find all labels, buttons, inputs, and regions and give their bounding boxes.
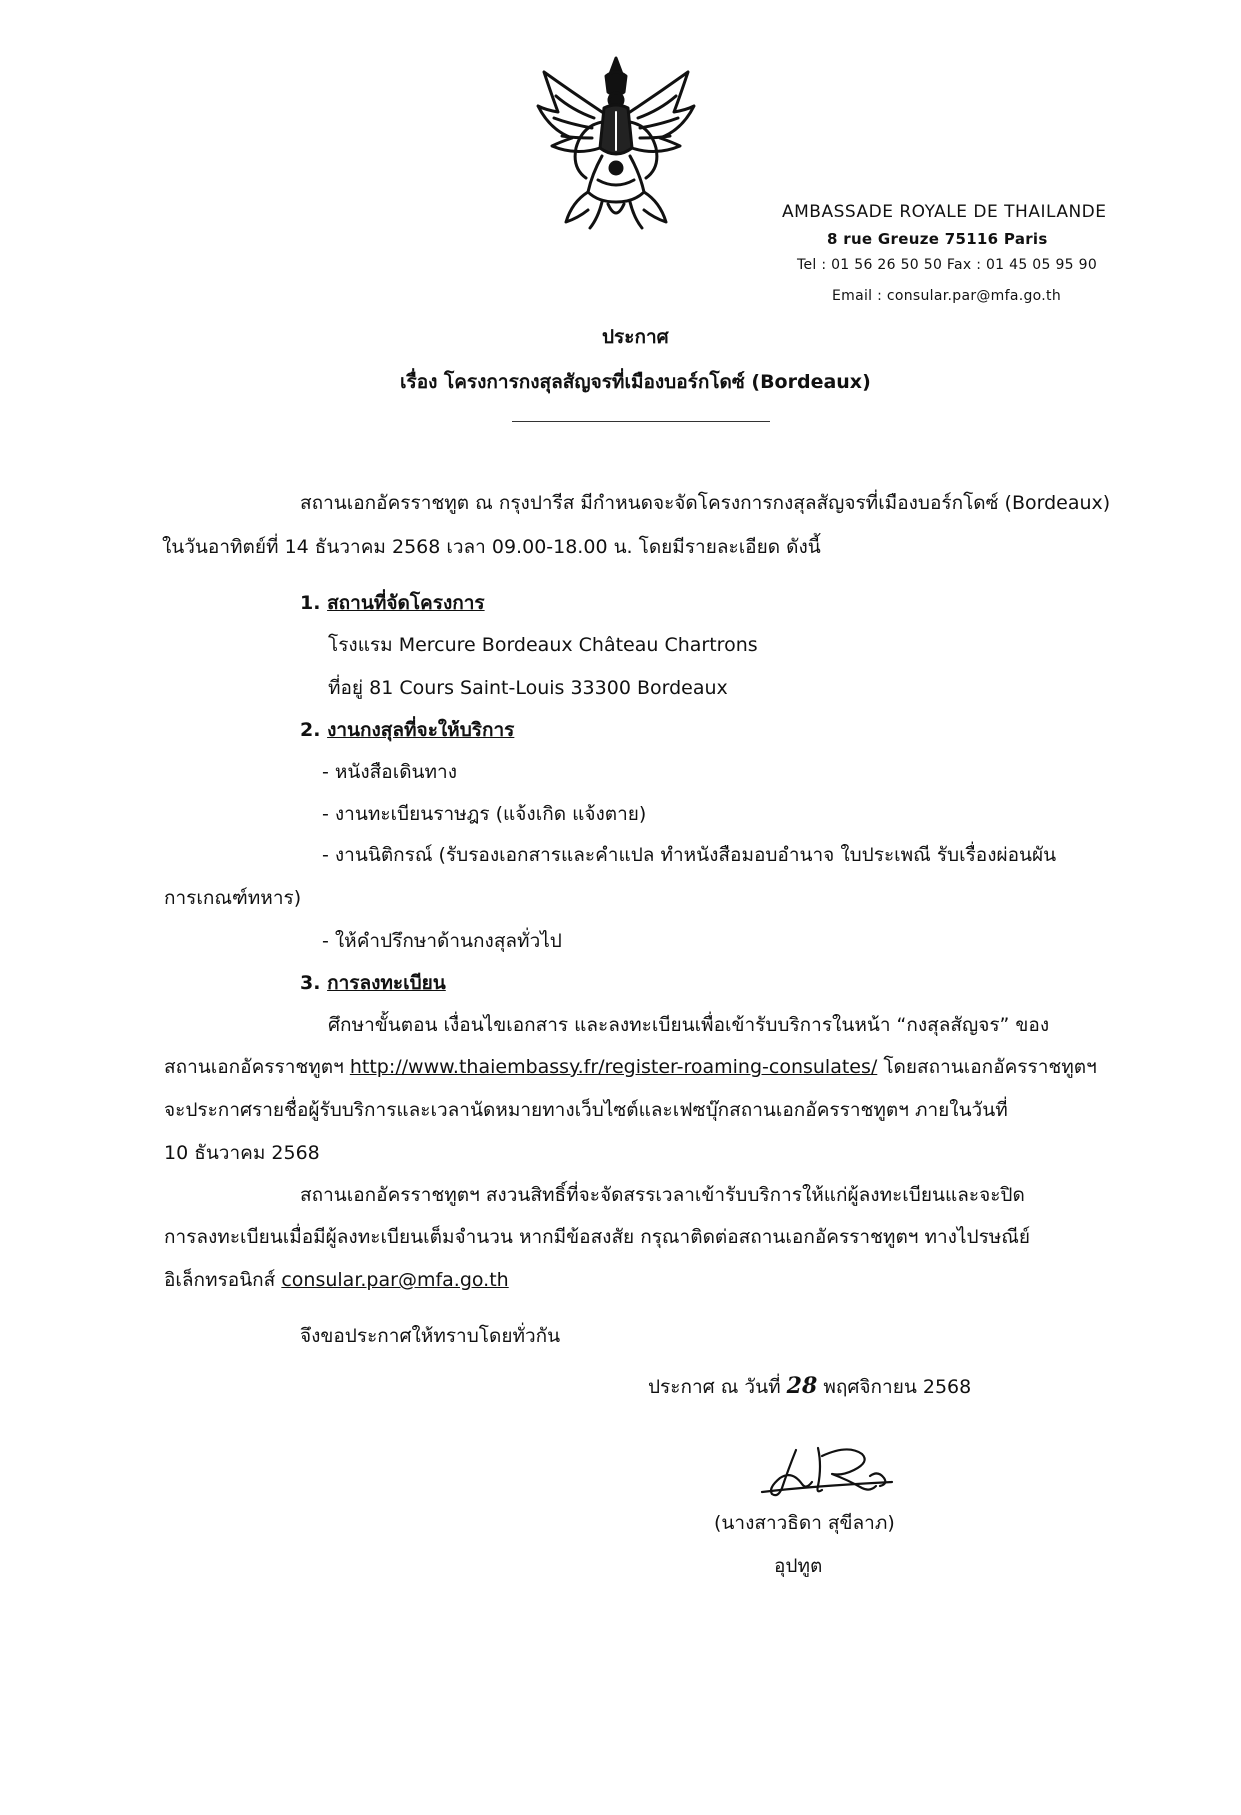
registration-p1-line-4: 10 ธันวาคม 2568 (164, 1142, 320, 1164)
title-divider (512, 421, 770, 422)
registration-p1-line-1: ศึกษาขั้นตอน เงื่อนไขเอกสาร และลงทะเบียนเพื่อเข้ารับบริการในหน้า “กงสุลสัญจร” ของ (328, 1014, 1050, 1036)
registration-p2-line-3-pre: อิเล็กทรอนิกส์ (164, 1269, 276, 1291)
section-2-title: งานกงสุลที่จะให้บริการ (327, 719, 515, 741)
service-item-legalization: - งานนิติกรณ์ (รับรองเอกสารและคำแปล ทำหนังสือมอบอำนาจ ใบประเพณี รับเรื่องผ่อนผัน (322, 844, 1057, 866)
announcement-date (648, 1372, 971, 1402)
registration-p1-line-3: จะประกาศรายชื่อผู้รับบริการและเวลานัดหมายทางเว็บไซต์และเฟซบุ๊กสถานเอกอัครราชทูตฯ ภายในวันที่ (164, 1099, 1008, 1121)
section-2-heading (300, 715, 514, 745)
service-item-civil-registration: - งานทะเบียนราษฎร (แจ้งเกิด แจ้งตาย) (322, 803, 647, 825)
section-2-number: 2. (300, 719, 321, 741)
consular-email-link[interactable]: consular.par@mfa.go.th (281, 1269, 509, 1291)
venue-address: ที่อยู่ 81 Cours Saint-Louis 33300 Bordeaux (328, 677, 728, 699)
embassy-email: Email : consular.par@mfa.go.th (832, 288, 1061, 304)
signature-image (752, 1440, 912, 1510)
registration-p1-line-2 (164, 1052, 1097, 1082)
signer-position: อุปทูต (774, 1555, 823, 1577)
date-day-handwritten: 28 (786, 1373, 818, 1399)
registration-p2-line-2: การลงทะเบียนเมื่อมีผู้ลงทะเบียนเต็มจำนวน หากมีข้อสงสัย กรุณาติดต่อสถานเอกอัครราชทูตฯ ทางไปรษณีย์ (164, 1226, 1031, 1248)
section-3-heading (300, 968, 446, 998)
registration-p1-line-2-pre: สถานเอกอัครราชทูตฯ (164, 1056, 344, 1078)
intro-line-1: สถานเอกอัครราชทูต ณ กรุงปารีส มีกำหนดจะจัดโครงการกงสุลสัญจรที่เมืองบอร์กโดซ์ (Bordeaux) (300, 492, 1111, 514)
intro-line-2: ในวันอาทิตย์ที่ 14 ธันวาคม 2568 เวลา 09.00-18.00 น. โดยมีรายละเอียด ดังนี้ (162, 536, 821, 558)
section-1-heading (300, 588, 485, 618)
section-1-number: 1. (300, 592, 321, 614)
signer-name: (นางสาวธิดา สุขีลาภ) (714, 1512, 895, 1534)
section-3-title: การลงทะเบียน (327, 972, 446, 994)
embassy-address: 8 rue Greuze 75116 Paris (827, 230, 1048, 248)
embassy-name: AMBASSADE ROYALE DE THAILANDE (782, 202, 1107, 222)
announcement-subject: เรื่อง โครงการกงสุลสัญจรที่เมืองบอร์กโดซ์ (Bordeaux) (400, 371, 871, 393)
garuda-emblem-icon (532, 52, 700, 238)
service-item-legalization-cont: การเกณฑ์ทหาร) (164, 887, 302, 909)
section-1-title: สถานที่จัดโครงการ (327, 592, 485, 614)
closing-statement: จึงขอประกาศให้ทราบโดยทั่วกัน (300, 1325, 561, 1347)
embassy-tel-fax: Tel : 01 56 26 50 50 Fax : 01 45 05 95 90 (797, 257, 1098, 273)
announcement-heading: ประกาศ (602, 326, 669, 348)
registration-p1-line-2-post: โดยสถานเอกอัครราชทูตฯ (883, 1056, 1097, 1078)
section-3-number: 3. (300, 972, 321, 994)
venue-hotel: โรงแรม Mercure Bordeaux Château Chartrons (328, 634, 758, 656)
date-month-year: พฤศจิกายน 2568 (823, 1376, 972, 1398)
registration-p2-line-3 (164, 1265, 509, 1295)
service-item-passport: - หนังสือเดินทาง (322, 761, 457, 783)
date-prefix: ประกาศ ณ วันที่ (648, 1376, 781, 1398)
service-item-consultation: - ให้คำปรึกษาด้านกงสุลทั่วไป (322, 930, 562, 952)
registration-link[interactable]: http://www.thaiembassy.fr/register-roaming-consulates/ (349, 1056, 878, 1078)
registration-p2-line-1: สถานเอกอัครราชทูตฯ สงวนสิทธิ์ที่จะจัดสรรเวลาเข้ารับบริการให้แก่ผู้ลงทะเบียนและจะปิด (300, 1184, 1025, 1206)
